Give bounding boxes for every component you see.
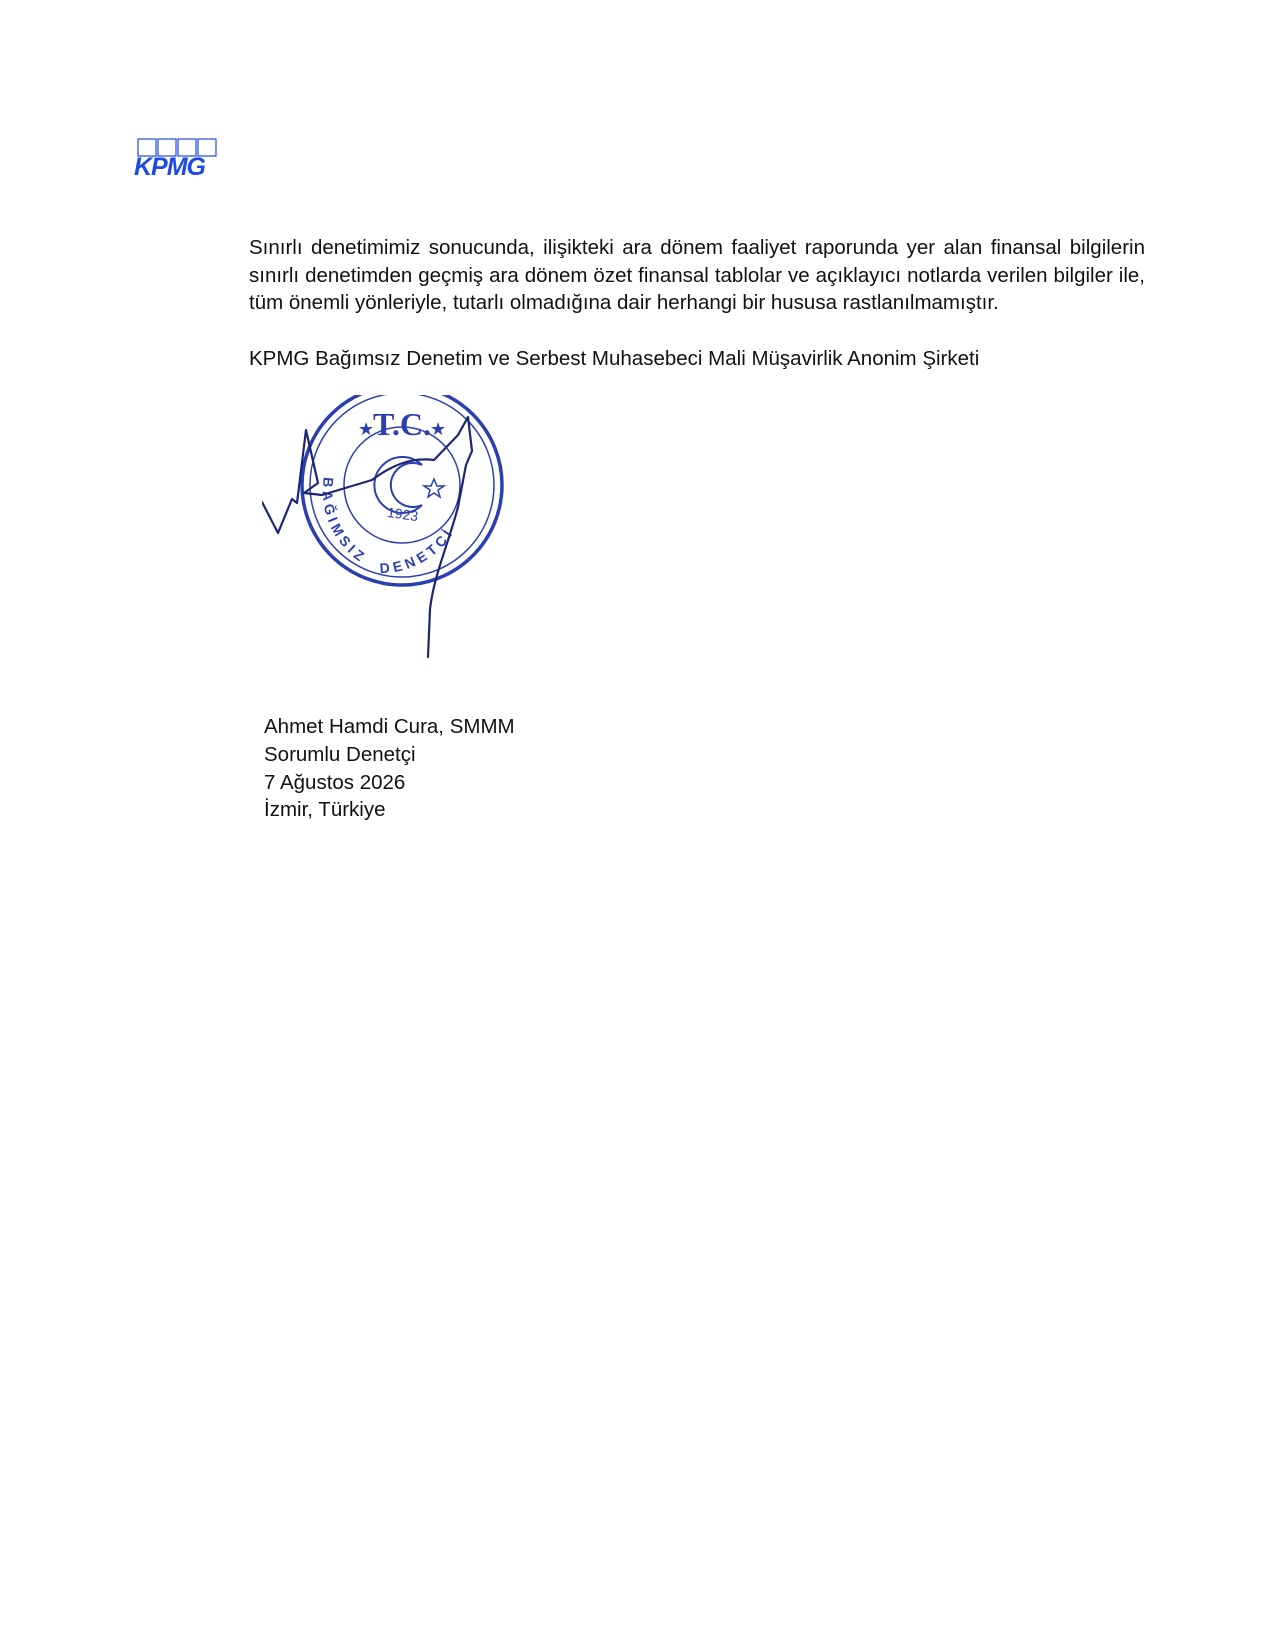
- signature-location: İzmir, Türkiye: [264, 798, 386, 822]
- seal-year: 1923: [386, 503, 420, 525]
- signatory-name: Ahmet Hamdi Cura, SMMM: [264, 715, 515, 738]
- svg-text:★: ★: [430, 419, 447, 440]
- stamp-and-signature: [262, 395, 532, 695]
- seal-arc-left: BAĞIMSIZ: [319, 476, 371, 567]
- signature-date: 7 Ağustos 2026: [264, 770, 406, 794]
- signatory-block: [264, 713, 515, 824]
- kpmg-logo: [134, 138, 230, 184]
- svg-text:★: ★: [358, 419, 375, 440]
- seal-top-text: T.C.: [372, 406, 432, 442]
- signatory-title: Sorumlu Denetçi: [264, 742, 416, 766]
- seal-arc-bottom: DENETÇİ: [378, 523, 458, 577]
- audit-conclusion-paragraph: Sınırlı denetimimiz sonucunda, ilişikteki ara dönem faaliyet raporunda yer alan finansal bilgilerin sınırlı denetimden geçmiş ara dönem özet finansal tablolar ve açıklayıcı notlarda verilen bilgiler ile, tüm önemli yönleriyle, tutarlı olmadığına dair herhangi bir hususa rastlanılmamıştır.: [249, 236, 1145, 314]
- logo-text: KPMG: [134, 153, 205, 181]
- audit-firm-name: KPMG Bağımsız Denetim ve Serbest Muhasebeci Mali Müşavirlik Anonim Şirketi: [249, 347, 980, 370]
